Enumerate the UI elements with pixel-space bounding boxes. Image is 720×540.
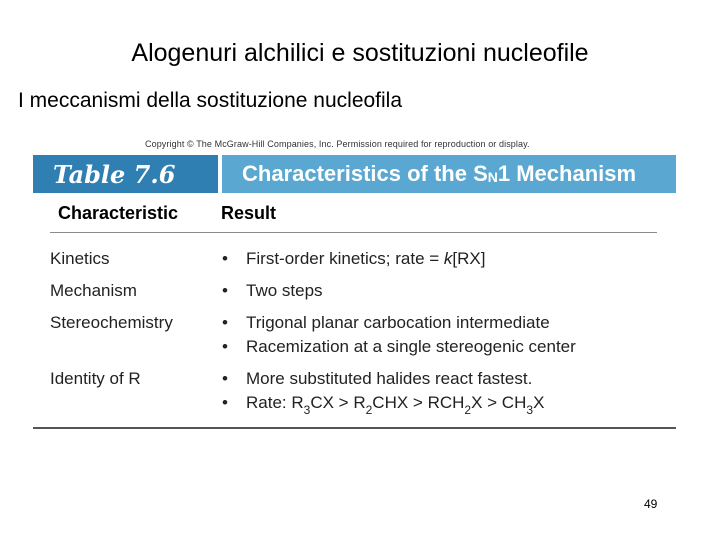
bullet-icon: • — [222, 249, 228, 268]
caption-prefix: Characteristics of the S — [242, 161, 488, 186]
table-label-box — [33, 155, 218, 193]
table-bottom-rule — [33, 427, 676, 429]
slide-title: Alogenuri alchilici e sostituzioni nucleofile — [131, 39, 589, 67]
result-cell: Trigonal planar carbocation intermediate — [246, 313, 550, 332]
caption-subscript: N — [487, 169, 498, 185]
characteristic-cell: Identity of R — [50, 369, 141, 388]
header-characteristic: Characteristic — [58, 203, 179, 223]
page-number: 49 — [644, 497, 658, 511]
bullet-icon: • — [222, 337, 228, 356]
result-cell-formula: Rate: $R_3CX > R_2CHX > RCH_2X > CH_3X$ — [246, 393, 545, 418]
table-banner — [33, 155, 676, 193]
copyright-notice: Copyright © The McGraw-Hill Companies, Inc. Permission required for reproduction or display. — [145, 139, 530, 149]
characteristic-cell: Mechanism — [50, 281, 137, 300]
result-cell: Racemization at a single stereogenic center — [246, 337, 576, 356]
result-cell: Two steps — [246, 281, 323, 300]
bullet-icon: • — [222, 313, 228, 332]
result-cell: More substituted halides react fastest. — [246, 369, 533, 388]
result-cell: First-order kinetics; rate = k[RX] — [246, 249, 486, 268]
caption-suffix: 1 Mechanism — [497, 161, 637, 186]
header-result: Result — [221, 203, 277, 223]
table-caption — [242, 155, 636, 193]
characteristic-cell: Stereochemistry — [50, 313, 173, 332]
header-divider — [50, 232, 657, 233]
bullet-icon: • — [222, 393, 228, 412]
table-label: Table 7.6 — [53, 159, 176, 189]
slide-subtitle: I meccanismi della sostituzione nucleofila — [18, 89, 403, 112]
bullet-icon: • — [222, 369, 228, 388]
characteristic-cell: Kinetics — [50, 249, 110, 268]
bullet-icon: • — [222, 281, 228, 300]
